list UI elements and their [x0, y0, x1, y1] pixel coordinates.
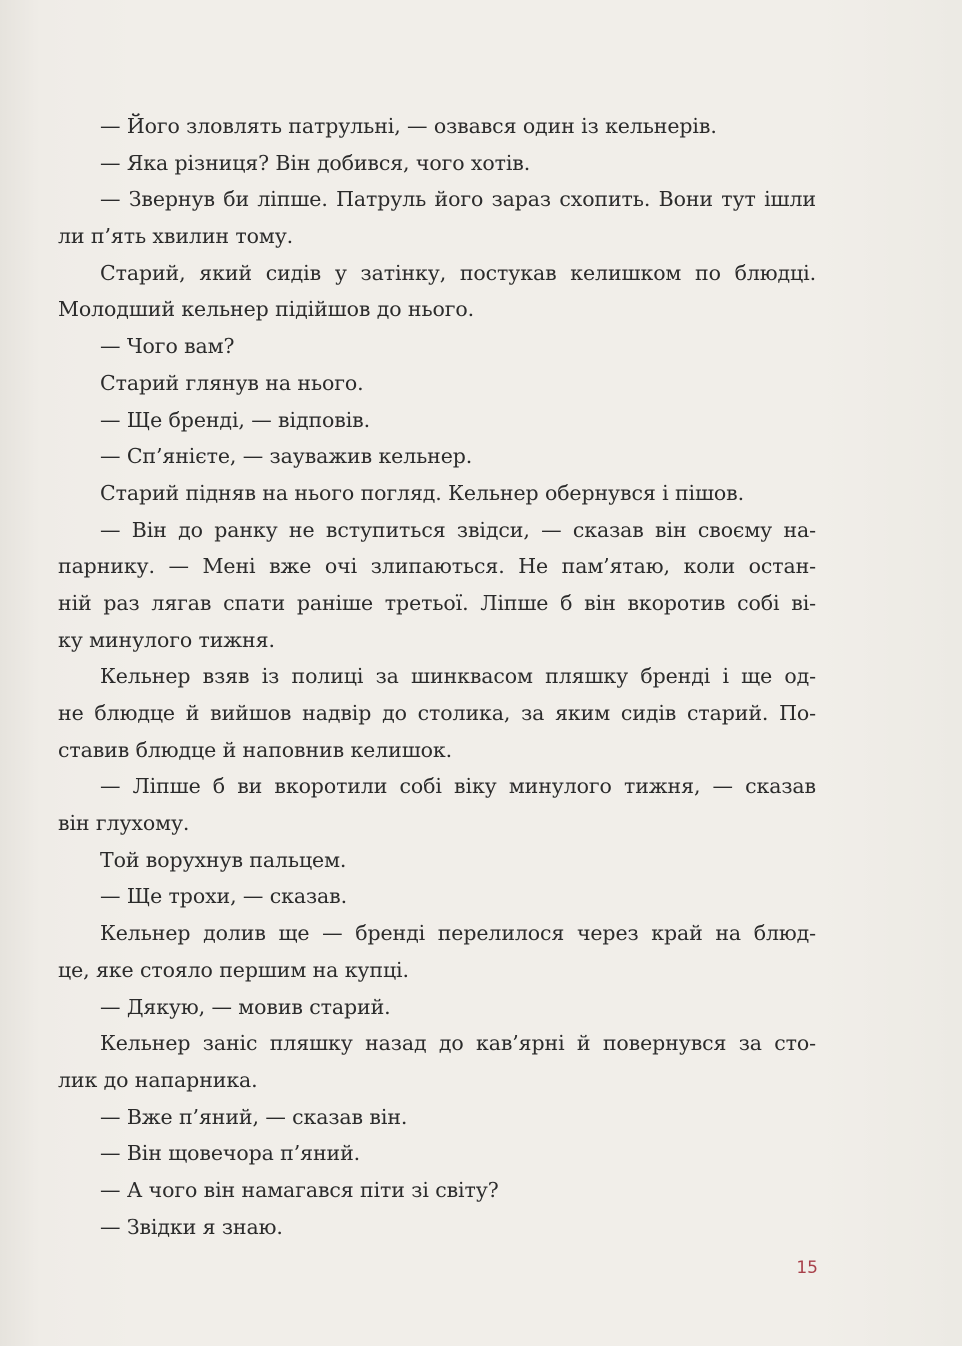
text-line: не блюдце й вийшов надвір до столика, за яким сидів старий. По- [58, 701, 816, 725]
text-line: Той ворухнув пальцем. [100, 847, 347, 872]
text-line: він глухому. [58, 811, 190, 836]
text-line: — Чого вам? [100, 334, 235, 359]
text-line: Старий підняв на нього погляд. Кельнер обернувся і пішов. [100, 480, 745, 505]
text-line: — Вже п’яний, — сказав він. [100, 1104, 408, 1129]
text-line: Кельнер долив ще — бренді перелилося через край на блюд- [100, 921, 816, 946]
text-line: ставив блюдце й наповнив келишок. [58, 737, 453, 762]
text-line: Кельнер взяв із полиці за шинквасом пляшку бренді і ще од- [100, 664, 816, 689]
text-line: — Звернув би ліпше. Патруль його зараз схопить. Вони тут ішли [100, 187, 816, 212]
text-line: — Його зловлять патрульні, — озвався один із кельнерів. [100, 114, 717, 138]
text-line: — Ще бренді, — відповів. [100, 407, 371, 432]
text-line: — Ще трохи, — сказав. [100, 884, 348, 909]
text-line: Кельнер заніс пляшку назад до кав’ярні й повернувся за сто- [100, 1031, 816, 1056]
text-line: — Звідки я знаю. [100, 1214, 283, 1239]
page-text [58, 108, 816, 1245]
text-line: Молодший кельнер підійшов до нього. [58, 297, 475, 322]
text-line: — Яка різниця? Він добився, чого хотів. [100, 150, 531, 175]
text-line: — А чого він намагався піти зі світу? [100, 1177, 499, 1202]
text-line: ли п’ять хвилин тому. [58, 224, 294, 249]
text-line: ку минулого тижня. [58, 627, 275, 652]
text-line: — Дякую, — мовив старий. [100, 994, 391, 1019]
text-line: — Сп’янієте, — зауважив кельнер. [100, 444, 473, 469]
text-line: ній раз лягав спати раніше третьої. Ліпше б він вкоротив собі ві- [58, 590, 816, 615]
text-line: парнику. — Мені вже очі злипаються. Не пам’ятаю, коли остан- [58, 554, 816, 579]
text-line: — Ліпше б ви вкоротили собі віку минулого тижня, — сказав [100, 774, 816, 799]
text-line: це, яке стояло першим на купці. [58, 957, 409, 982]
page-number: 15 [796, 1258, 818, 1278]
text-line: Старий глянув на нього. [100, 370, 364, 395]
text-line: — Він щовечора п’яний. [100, 1141, 361, 1166]
text-line: Старий, який сидів у затінку, постукав келишком по блюдці. [100, 260, 816, 285]
text-line: лик до напарника. [58, 1067, 258, 1092]
text-line: — Він до ранку не вступиться звідси, — сказав він своєму на- [100, 517, 816, 542]
